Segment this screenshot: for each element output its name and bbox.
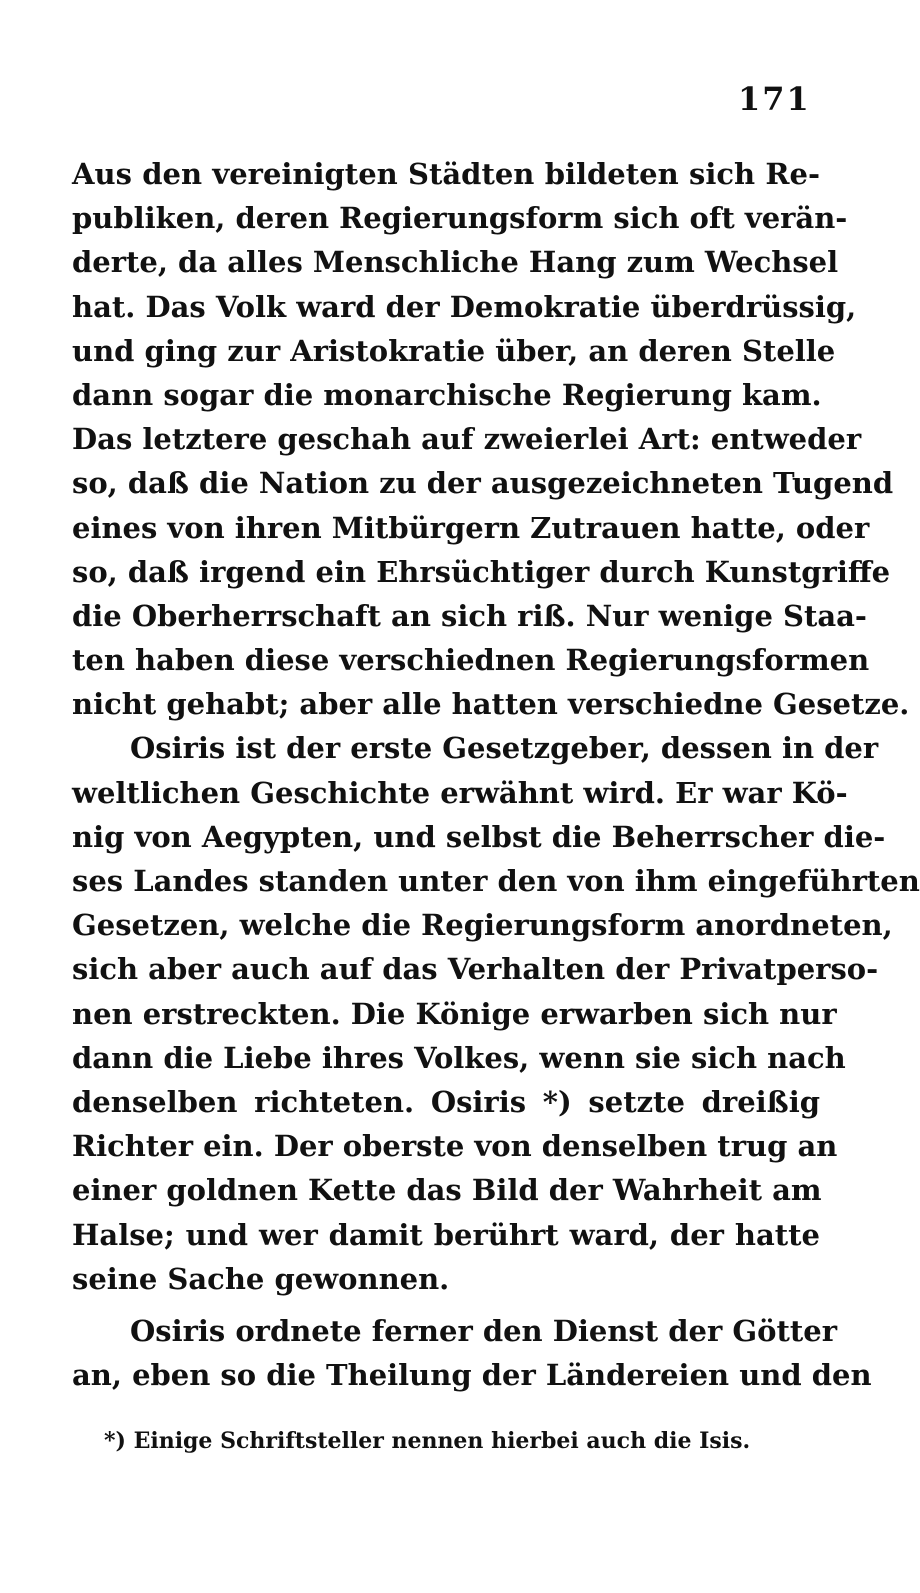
text-line: dann sogar die monarchische Regierung kam. (72, 377, 822, 412)
text-line: Richter ein. Der oberste von denselben trug an (72, 1129, 838, 1164)
text-line: ses Landes standen unter den von ihm eingeführten (72, 864, 920, 898)
paragraph-gap (72, 1301, 820, 1309)
text-line: nig von Aegypten, und selbst die Beherrscher die- (72, 819, 886, 854)
text-line: einer goldnen Kette das Bild der Wahrheit am (72, 1173, 822, 1208)
text-line: dann die Liebe ihres Volkes, wenn sie sich nach (72, 1040, 846, 1075)
text-line: publiken, deren Regierungsform sich oft verän- (72, 201, 848, 236)
text-line: denselben richteten. Osiris *) setzte dreißig (72, 1084, 820, 1119)
text-line: und ging zur Aristokratie über, an deren Stelle (72, 333, 836, 368)
text-line: sich aber auch auf das Verhalten der Privatperso- (72, 952, 879, 987)
text-line: an, eben so die Theilung der Ländereien und den (72, 1358, 872, 1393)
text-line: die Oberherrschaft an sich riß. Nur wenige Staa- (72, 598, 867, 633)
text-line: hat. Das Volk ward der Demokratie überdrüssig, (72, 289, 857, 324)
text-line: so, daß irgend ein Ehrsüchtiger durch Kunstgriffe (72, 554, 891, 589)
footnote: *) Einige Schriftsteller nennen hierbei auch die Isis. (104, 1428, 751, 1454)
text-line: so, daß die Nation zu der ausgezeichneten Tugend (72, 466, 894, 501)
text-line: Osiris ist der erste Gesetzgeber, dessen in der (130, 731, 879, 766)
text-line: Aus den vereinigten Städten bildeten sich Re- (72, 157, 820, 191)
text-line: ten haben diese verschiednen Regierungsformen (72, 643, 870, 678)
text-line: nen erstreckten. Die Könige erwarben sich nur (72, 996, 837, 1031)
text-line: derte, da alles Menschliche Hang zum Wechsel (72, 245, 839, 280)
text-line: Das letztere geschah auf zweierlei Art: entweder (72, 422, 862, 457)
text-line: Gesetzen, welche die Regierungsform anordneten, (72, 908, 893, 943)
text-line: weltlichen Geschichte erwähnt wird. Er war Kö- (72, 775, 848, 810)
main-text (72, 152, 920, 1397)
page-number: 171 (738, 80, 811, 118)
text-line: nicht gehabt; aber alle hatten verschiedne Gesetze. (72, 687, 910, 722)
text-line: Halse; und wer damit berührt ward, der hatte (72, 1217, 820, 1252)
text-line: eines von ihren Mitbürgern Zutrauen hatte, oder (72, 510, 870, 545)
text-line: Osiris ordnete ferner den Dienst der Götter (130, 1313, 837, 1348)
text-line: seine Sache gewonnen. (72, 1261, 450, 1296)
